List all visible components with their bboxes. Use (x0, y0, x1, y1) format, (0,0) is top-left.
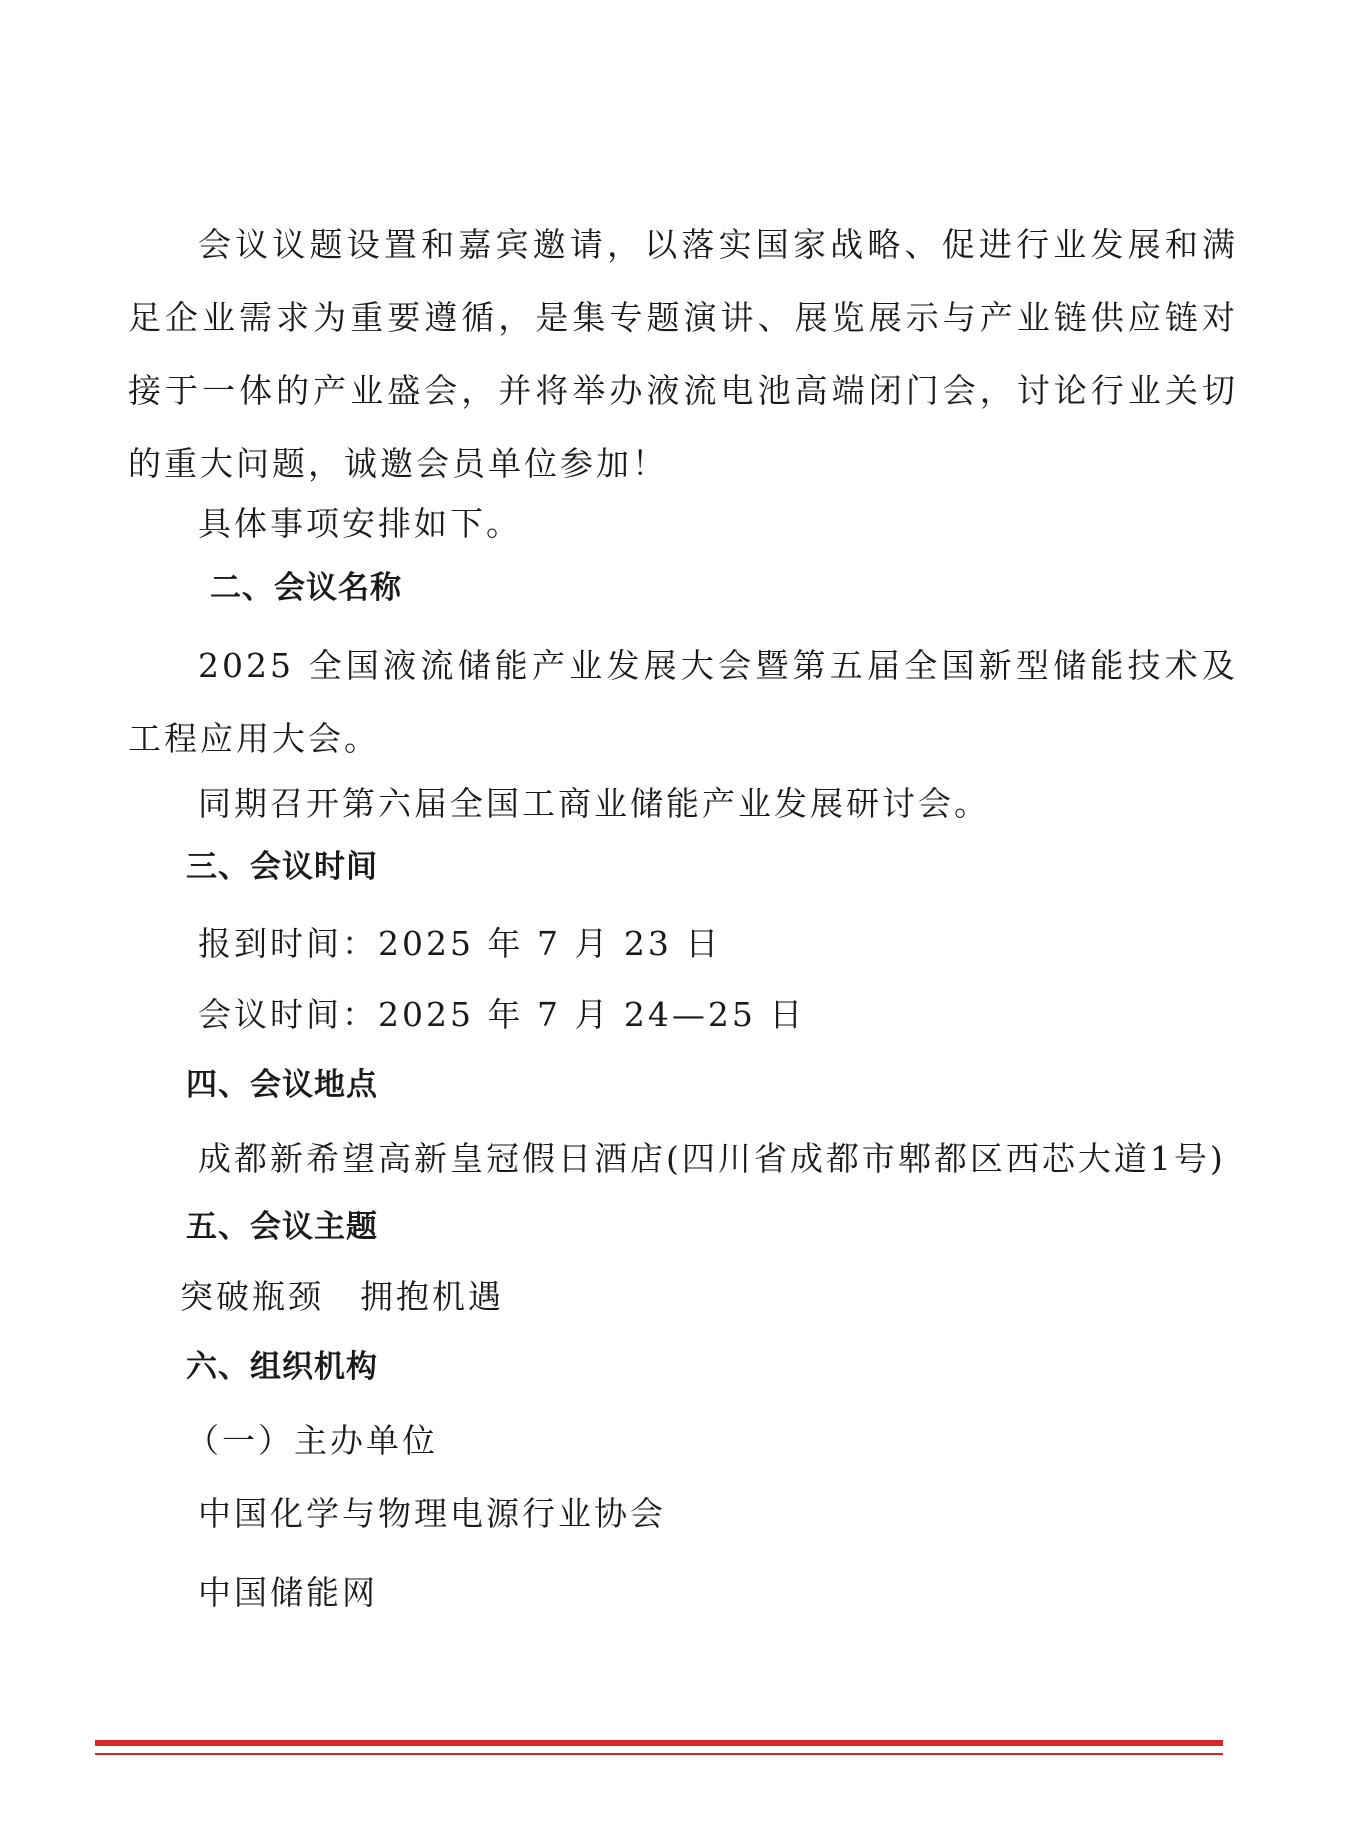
section-organization-heading: 六、组织机构 (186, 1349, 378, 1385)
arrangement-line: 具体事项安排如下。 (198, 504, 522, 543)
checkin-time-line: 报到时间：2025 年 7 月 23 日 (198, 924, 722, 963)
meeting-time-line: 会议时间：2025 年 7 月 24—25 日 (198, 995, 806, 1034)
host-organization-1: 中国化学与物理电源行业协会 (198, 1494, 666, 1533)
venue-address-line: 成都新希望高新皇冠假日酒店(四川省成都市郫都区西芯大道1号) (198, 1139, 1226, 1178)
section-name-heading: 二、会议名称 (210, 570, 402, 606)
concurrent-event-line: 同期召开第六届全国工商业储能产业发展研讨会。 (198, 784, 990, 823)
meeting-name-paragraph: 2025 全国液流储能产业发展大会暨第五届全国新型储能技术及工程应用大会。 (128, 646, 1238, 758)
host-organization-2: 中国储能网 (198, 1573, 378, 1612)
footer-rule-thin (95, 1753, 1223, 1755)
section-venue-heading: 四、会议地点 (186, 1067, 378, 1103)
theme-text-line: 突破瓶颈 拥抱机遇 (180, 1277, 504, 1316)
intro-paragraph: 会议议题设置和嘉宾邀请，以落实国家战略、促进行业发展和满足企业需求为重要遵循，是集专题演讲、展览展示与产业链供应链对接于一体的产业盛会，并将举办液流电池高端闭门会，讨论行业关切的重大问题，诚邀会员单位参加！ (128, 225, 1238, 483)
host-subheading: （一）主办单位 (186, 1421, 438, 1460)
footer-rule-thick (95, 1740, 1223, 1746)
section-time-heading: 三、会议时间 (186, 849, 378, 885)
section-theme-heading: 五、会议主题 (186, 1209, 378, 1245)
